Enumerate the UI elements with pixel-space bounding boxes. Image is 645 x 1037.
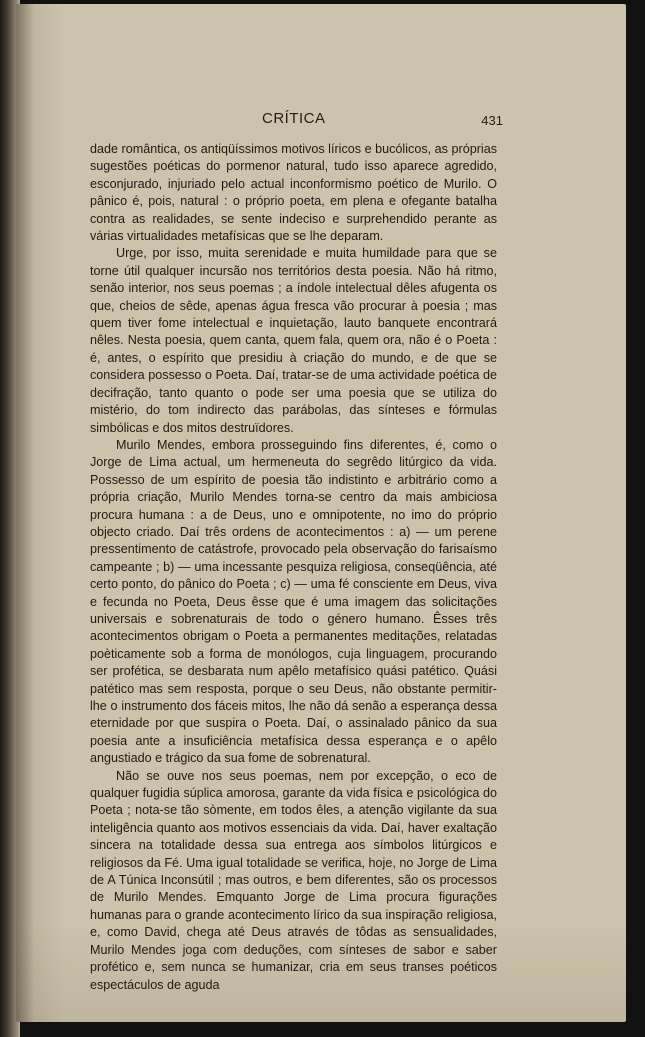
body-text xyxy=(90,141,497,994)
running-title: CRÍTICA xyxy=(262,110,326,127)
page-header xyxy=(16,108,626,132)
page-number: 431 xyxy=(481,113,503,128)
paragraph: dade romântica, os antiqüíssimos motivos líricos e bucólicos, as próprias sugestões poéticas do pormenor natural, tudo isso aparece agredido, esconjurado, injuriado pelo actual inconformismo poético de Murilo. O pânico é, pois, natural : o próprio poeta, em plena e ofegante batalha contra as realidades, se sente indeciso e surprehendido perante as várias virtualidades metafísicas que se lhe deparam. xyxy=(90,142,497,244)
paragraph: Não se ouve nos seus poemas, nem por excepção, o eco de qualquer fugidia súplica amorosa, garante da vida física e psicológica do Poeta ; nota-se tão sòmente, em todos êles, a atenção vigilante da sua inteligência quanto aos motivos essenciais da vida. Daí, haver exaltação sincera na totalidade dessa sua entrega aos símbolos litúrgicos e religiosos da Fé. Uma igual totalidade se verifica, hoje, no Jorge de Lima de A Túnica Inconsútil ; mas outros, e bem diferentes, são os processos de Murilo Mendes. Emquanto Jorge de Lima procura figurações humanas para o grande acontecimento lírico da sua inspiração religiosa, e, como David, chega até Deus através de tôdas as sensualidades, Murilo Mendes joga com deduções, com sínteses de sabor e saber profético e, sem nunca se humanizar, cria em seus transes poéticos espectáculos de aguda xyxy=(90,768,497,992)
paragraph: Murilo Mendes, embora prosseguindo fins diferentes, é, como o Jorge de Lima actual, um hermeneuta do segrêdo litúrgico da vida. Possesso de um espírito de poesia tão indistinto e arbitrário como a própria criação, Murilo Mendes torna-se centro da mais ambiciosa procura humana : a de Deus, uno e omnipotente, no imo do próprio objecto criado. Daí três ordens de acontecimentos : a) — um perene pressentimento de catástrofe, provocado pela observação do farisaísmo campeante ; b) — uma incessante pesquiza religiosa, conseqüência, até certo ponto, do pânico do Poeta ; c) — uma fé consciente em Deus, viva e fecunda no Poeta, Deus êsse que é uma imagem das solicitações universais e sobrenaturais de todo o género humano. Êsses três acontecimentos obrigam o Poeta a permanentes meditações, relatadas poèticamente sob a forma de monólogos, cuja linguagem, procurando ser profética, se desbarata num apêlo metafísico quási patético. Quási patético mas sem resposta, porque o seu Deus, não obstante permitir-lhe o instrumento dos fáceis mitos, lhe não dá senão a esperança dessa eternidade por que suspira o Poeta. Daí, o assinalado pânico da sua poesia ante a insuficiência metafísica dessa esperança e o apêlo angustiado e trágico da sua fome de sobrenatural. xyxy=(90,437,497,766)
paragraph: Urge, por isso, muita serenidade e muita humildade para que se torne útil qualquer incursão nos territórios desta poesia. Não há ritmo, senão interior, nos seus poemas ; a índole intelectual dêles afugenta os que, cheios de sêde, apenas água fresca vão procurar à poesia ; mas quem tiver fome intelectual e inquietação, lauto banquete encontrará nêles. Nesta poesia, quem canta, quem fala, quem ora, não é o Poeta : é, antes, o espírito que presidiu à criação do mundo, e de que se considera possesso o Poeta. Daí, tratar-se de uma actividade poética de decifração, tanto quanto o pode ser uma poesia que se utiliza do mistério, do tom indirecto das parábolas, das sínteses e fórmulas simbólicas e dos mitos destruïdores. xyxy=(90,246,497,435)
